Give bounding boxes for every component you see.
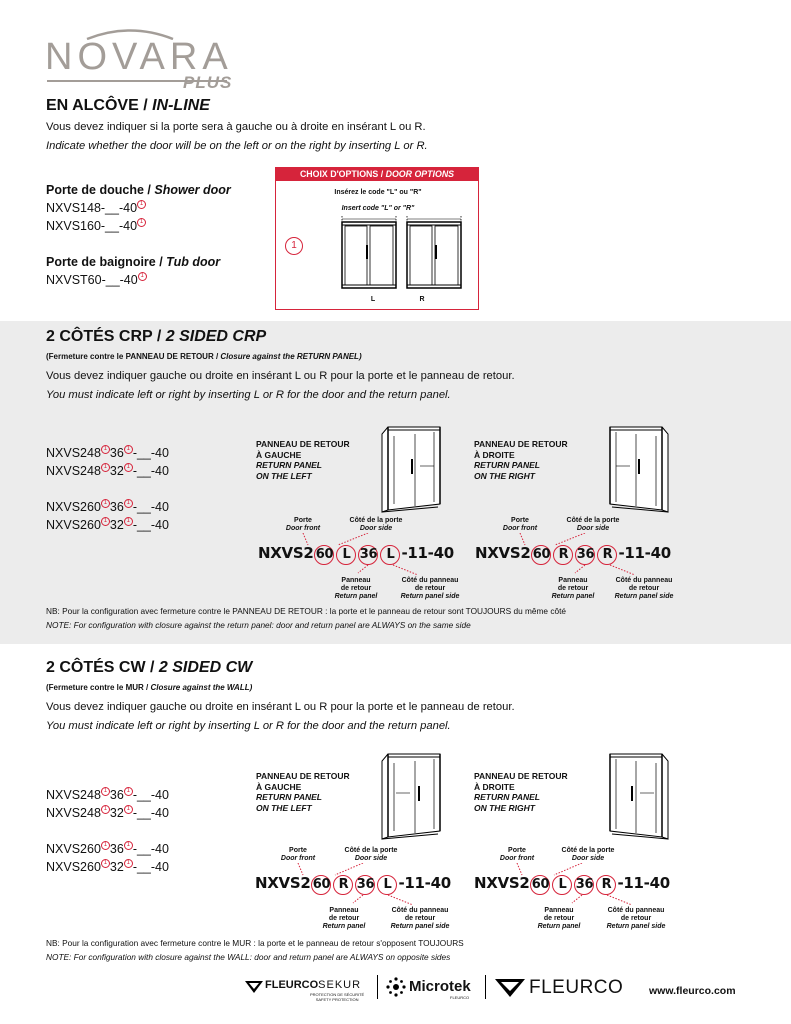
option-marker-icon: 1 — [101, 463, 110, 472]
code-part: -__-40 — [132, 500, 169, 514]
option-marker-icon: 1 — [124, 841, 133, 850]
code-part: 32 — [109, 518, 124, 532]
code-part: NXVS248 — [46, 806, 101, 820]
shower-code — [46, 217, 231, 235]
door-options-header — [276, 168, 478, 181]
callout-panel-side — [600, 907, 672, 931]
callout-panneau — [533, 907, 585, 931]
callout-porte — [278, 847, 318, 863]
callout-panel-side — [394, 577, 466, 601]
option-marker-icon: 1 — [101, 499, 110, 508]
callout-line: Porte — [511, 517, 529, 524]
code-part: -__-40 — [132, 788, 169, 802]
cw-right-code — [474, 874, 670, 895]
cw-code-row — [46, 858, 169, 876]
option-marker-icon: 1 — [124, 517, 133, 526]
callout-door-side — [555, 847, 621, 863]
callout-line: Côté du panneau — [607, 907, 665, 914]
code-suffix: -11-40 — [398, 874, 451, 892]
shower-door-block — [46, 181, 231, 235]
cw-text-en: You must indicate left or right by inserting L or R for the door and the return panel. — [46, 720, 451, 732]
code-panel-ring: R — [597, 545, 617, 565]
callout-line: de retour — [340, 585, 372, 592]
label-line: PANNEAU DE RETOUR — [256, 439, 350, 449]
crp-code-row — [46, 462, 169, 480]
callout-line: Door front — [280, 855, 316, 862]
callout-line: Return panel — [537, 923, 581, 930]
callout-line: Porte — [294, 517, 312, 524]
options-header-fr: CHOIX D'OPTIONS / — [299, 169, 386, 179]
footer-divider — [485, 975, 486, 999]
callout-line: Côté du panneau — [401, 577, 459, 584]
option-marker-icon: 1 — [101, 805, 110, 814]
crp-right-panel-label — [474, 439, 568, 481]
sekur-sub-line: SAFETY PROTECTION — [315, 997, 359, 1002]
label-line: RETURN PANEL — [474, 460, 540, 470]
code-width-ring: 60 — [531, 545, 551, 565]
option-left-label: L — [370, 296, 376, 303]
inline-text-fr: Vous devez indiquer si la porte sera à gauche ou à droite en insérant L ou R. — [46, 121, 426, 133]
callout-line: Côté du panneau — [615, 577, 673, 584]
option-marker: 1 — [285, 237, 303, 255]
code-suffix: -11-40 — [617, 874, 670, 892]
shower-code-text: NXVS148-__-40 — [46, 201, 138, 215]
logo-brand: NOVARA — [45, 36, 233, 78]
cw-sub-en: Closure against the WALL) — [150, 683, 253, 692]
callout-line: Door side — [576, 525, 610, 532]
callout-line: Côté de la porte — [561, 847, 615, 854]
fleurco-brand: FLEURCO — [529, 977, 624, 998]
callout-panel-side — [608, 577, 680, 601]
label-line: ON THE RIGHT — [474, 470, 535, 481]
callout-line: Return panel side — [400, 593, 460, 600]
code-part: 32 — [109, 806, 124, 820]
callout-panneau — [318, 907, 370, 931]
code-part: 36 — [109, 788, 124, 802]
cw-code-row — [46, 786, 169, 804]
callout-line: Porte — [508, 847, 526, 854]
code-depth-ring: 36 — [574, 875, 594, 895]
tub-code — [46, 271, 220, 289]
label-line: RETURN PANEL — [256, 460, 322, 470]
code-door-ring: R — [553, 545, 573, 565]
code-panel-ring: L — [380, 545, 400, 565]
callout-door-side — [560, 517, 626, 533]
callout-porte — [500, 517, 540, 533]
callout-line: Côté de la porte — [344, 847, 398, 854]
cw-right-shower-illustration — [598, 751, 670, 843]
code-part: 32 — [109, 464, 124, 478]
inline-text-en: Indicate whether the door will be on the left or on the right by inserting L or R. — [46, 140, 428, 152]
code-prefix: NXVS2 — [475, 544, 531, 562]
microtek-brand: Microtek — [409, 978, 471, 995]
code-prefix: NXVS2 — [258, 544, 314, 562]
tub-door-block — [46, 253, 220, 289]
option-marker-icon: 1 — [124, 787, 133, 796]
inline-title — [46, 97, 210, 115]
microtek-sub: FLEURCO — [450, 995, 470, 1000]
label-line: PANNEAU DE RETOUR — [474, 439, 568, 449]
cw-code-row — [46, 804, 169, 822]
option-marker-icon: 1 — [137, 218, 146, 227]
callout-line: de retour — [543, 915, 575, 922]
cw-title-fr: 2 CÔTÉS CW / — [46, 659, 159, 676]
callout-line: Return panel — [551, 593, 595, 600]
label-line: ON THE RIGHT — [474, 802, 535, 813]
code-part: -__-40 — [132, 842, 169, 856]
code-width-ring: 60 — [314, 545, 334, 565]
crp-title — [46, 328, 266, 346]
option-marker-icon: 1 — [101, 841, 110, 850]
code-part: 36 — [109, 842, 124, 856]
callout-line: Return panel side — [614, 593, 674, 600]
door-left-illustration — [340, 210, 400, 290]
shower-label-fr: Porte de douche / — [46, 183, 155, 197]
code-panel-ring: L — [377, 875, 397, 895]
callout-line: de retour — [404, 915, 436, 922]
option-marker-icon: 1 — [124, 445, 133, 454]
footer — [245, 973, 765, 1003]
label-line: PANNEAU DE RETOUR — [256, 771, 350, 781]
code-panel-ring: R — [596, 875, 616, 895]
crp-text-en: You must indicate left or right by inserting L or R for the door and the return panel. — [46, 389, 451, 401]
tub-label — [46, 253, 220, 271]
crp-title-fr: 2 CÔTÉS CRP / — [46, 328, 166, 345]
crp-left-shower-illustration — [380, 424, 452, 516]
cw-subtitle — [46, 683, 252, 692]
cw-text-fr: Vous devez indiquer gauche ou droite en insérant L ou R pour la porte et le panneau de retour. — [46, 701, 515, 713]
options-line1: Insérez le code "L" ou "R" — [334, 189, 422, 196]
cw-title — [46, 659, 252, 677]
door-right-illustration — [405, 210, 465, 290]
code-prefix: NXVS2 — [474, 874, 530, 892]
code-part: NXVS260 — [46, 500, 101, 514]
fleurco-sekur-brand — [265, 979, 361, 991]
code-depth-ring: 36 — [575, 545, 595, 565]
label-line: RETURN PANEL — [256, 792, 322, 802]
options-header-en: DOOR OPTIONS — [385, 169, 455, 179]
callout-line: Door side — [354, 855, 388, 862]
callout-line: Door front — [499, 855, 535, 862]
callout-line: de retour — [620, 915, 652, 922]
fleurco-logo-icon — [495, 979, 525, 997]
callout-line: Panneau — [544, 907, 574, 914]
callout-line: Return panel — [322, 923, 366, 930]
code-part: NXVS248 — [46, 464, 101, 478]
option-marker-icon: 1 — [137, 200, 146, 209]
crp-code-row — [46, 498, 169, 516]
option-marker-icon: 1 — [138, 272, 147, 281]
crp-code-row — [46, 444, 169, 462]
sekur-text: SEKUR — [318, 979, 362, 991]
tub-code-text: NXVST60-__-40 — [46, 273, 138, 287]
cw-left-shower-illustration — [380, 751, 452, 843]
cw-note-en: NOTE: For configuration with closure against the WALL: door and return panel are ALWAYS on opposite sides — [46, 952, 451, 962]
code-part: NXVS248 — [46, 788, 101, 802]
tub-label-fr: Porte de baignoire / — [46, 255, 167, 269]
callout-line: Door side — [571, 855, 605, 862]
logo-suffix: PLUS — [183, 73, 233, 92]
cw-title-en: 2 SIDED CW — [158, 659, 253, 676]
code-part: NXVS248 — [46, 446, 101, 460]
option-marker-icon: 1 — [101, 787, 110, 796]
shower-label — [46, 181, 231, 199]
callout-line: Panneau — [341, 577, 371, 584]
callout-panel-side — [384, 907, 456, 931]
label-line: À DROITE — [474, 449, 515, 460]
crp-left-panel-label — [256, 439, 350, 481]
footer-divider — [377, 975, 378, 999]
code-door-ring: R — [333, 875, 353, 895]
code-door-ring: L — [552, 875, 572, 895]
code-door-ring: L — [336, 545, 356, 565]
cw-code-row — [46, 840, 169, 858]
cw-left-code — [255, 874, 451, 895]
callout-line: Door front — [502, 525, 538, 532]
code-depth-ring: 36 — [358, 545, 378, 565]
door-options-box — [275, 167, 479, 310]
option-marker-icon: 1 — [124, 859, 133, 868]
crp-sub-fr: (Fermeture contre le PANNEAU DE RETOUR / — [46, 352, 221, 361]
sekur-sub-line: PROTECTION DE SÉCURITÉ — [310, 992, 365, 997]
crp-codes — [46, 444, 169, 534]
callout-door-side — [338, 847, 404, 863]
shower-code — [46, 199, 231, 217]
code-part: -__-40 — [132, 806, 169, 820]
code-prefix: NXVS2 — [255, 874, 311, 892]
crp-right-code — [475, 544, 671, 565]
crp-left-code — [258, 544, 454, 565]
label-line: À GAUCHE — [256, 449, 302, 460]
code-part: NXVS260 — [46, 842, 101, 856]
fleurco-sekur-text: FLEURCO — [265, 979, 319, 991]
option-marker-icon: 1 — [124, 805, 133, 814]
code-part: 36 — [109, 500, 124, 514]
code-suffix: -11-40 — [618, 544, 671, 562]
cw-note-fr: NB: Pour la configuration avec fermeture contre le MUR : la porte et le panneau de retour s'opposent TOUJOURS — [46, 938, 464, 948]
label-line: ON THE LEFT — [256, 802, 312, 813]
fleurco-url[interactable]: www.fleurco.com — [649, 985, 736, 997]
crp-note-fr: NB: Pour la configuration avec fermeture contre le PANNEAU DE RETOUR : la porte et le panneau de retour sont TOUJOURS du même côté — [46, 606, 567, 616]
callout-line: Panneau — [558, 577, 588, 584]
label-line: RETURN PANEL — [474, 792, 540, 802]
option-marker-icon: 1 — [124, 499, 133, 508]
crp-note-en: NOTE: For configuration with closure against the return panel: door and return panel are ALWAYS on the same side — [46, 620, 471, 630]
callout-line: de retour — [628, 585, 660, 592]
code-part: NXVS260 — [46, 518, 101, 532]
crp-title-en: 2 SIDED CRP — [165, 328, 267, 345]
cw-sub-fr: (Fermeture contre le MUR / — [46, 683, 151, 692]
tub-label-en: Tub door — [166, 255, 221, 269]
logo — [45, 26, 235, 96]
code-suffix: -11-40 — [401, 544, 454, 562]
cw-codes — [46, 786, 169, 876]
callout-porte — [283, 517, 323, 533]
crp-subtitle — [46, 352, 362, 361]
callout-line: Côté du panneau — [391, 907, 449, 914]
cw-left-panel-label — [256, 771, 350, 813]
cw-right-panel-label — [474, 771, 568, 813]
shower-label-en: Shower door — [154, 183, 231, 197]
callout-line: Door front — [285, 525, 321, 532]
option-marker-icon: 1 — [101, 859, 110, 868]
fleurco-sekur-logo-icon — [245, 981, 263, 993]
options-line2-text: Insert code "L" or "R" — [341, 205, 415, 212]
label-line: ON THE LEFT — [256, 470, 312, 481]
inline-title-en: IN-LINE — [152, 97, 210, 114]
code-part: -__-40 — [132, 446, 169, 460]
code-depth-ring: 36 — [355, 875, 375, 895]
code-width-ring: 60 — [530, 875, 550, 895]
label-line: PANNEAU DE RETOUR — [474, 771, 568, 781]
callout-line: Panneau — [329, 907, 359, 914]
option-marker-icon: 1 — [101, 445, 110, 454]
option-marker-icon: 1 — [124, 463, 133, 472]
code-part: 32 — [109, 860, 124, 874]
label-line: À DROITE — [474, 781, 515, 792]
callout-line: Return panel — [334, 593, 378, 600]
crp-right-shower-illustration — [598, 424, 670, 516]
crp-text-fr: Vous devez indiquer gauche ou droite en insérant L ou R pour la porte et le panneau de retour. — [46, 370, 515, 382]
shower-code-text: NXVS160-__-40 — [46, 219, 138, 233]
callout-line: Return panel side — [606, 923, 666, 930]
label-line: À GAUCHE — [256, 781, 302, 792]
crp-code-row — [46, 516, 169, 534]
option-right-label: R — [419, 296, 425, 303]
callout-line: de retour — [557, 585, 589, 592]
microtek-star-icon — [385, 976, 407, 998]
callout-line: de retour — [414, 585, 446, 592]
callout-line: Côté de la porte — [349, 517, 403, 524]
callout-line: de retour — [328, 915, 360, 922]
callout-panneau — [330, 577, 382, 601]
code-width-ring: 60 — [311, 875, 331, 895]
callout-panneau — [547, 577, 599, 601]
callout-door-side — [343, 517, 409, 533]
code-part: -__-40 — [132, 518, 169, 532]
code-part: -__-40 — [132, 464, 169, 478]
sekur-subtitle — [310, 992, 364, 1002]
callout-line: Porte — [289, 847, 307, 854]
callout-line: Door side — [359, 525, 393, 532]
code-part: 36 — [109, 446, 124, 460]
callout-line: Côté de la porte — [566, 517, 620, 524]
option-marker-icon: 1 — [101, 517, 110, 526]
callout-porte — [497, 847, 537, 863]
inline-title-fr: EN ALCÔVE / — [46, 97, 153, 114]
code-part: NXVS260 — [46, 860, 101, 874]
code-part: -__-40 — [132, 860, 169, 874]
callout-line: Return panel side — [390, 923, 450, 930]
crp-sub-en: Closure against the RETURN PANEL) — [220, 352, 362, 361]
